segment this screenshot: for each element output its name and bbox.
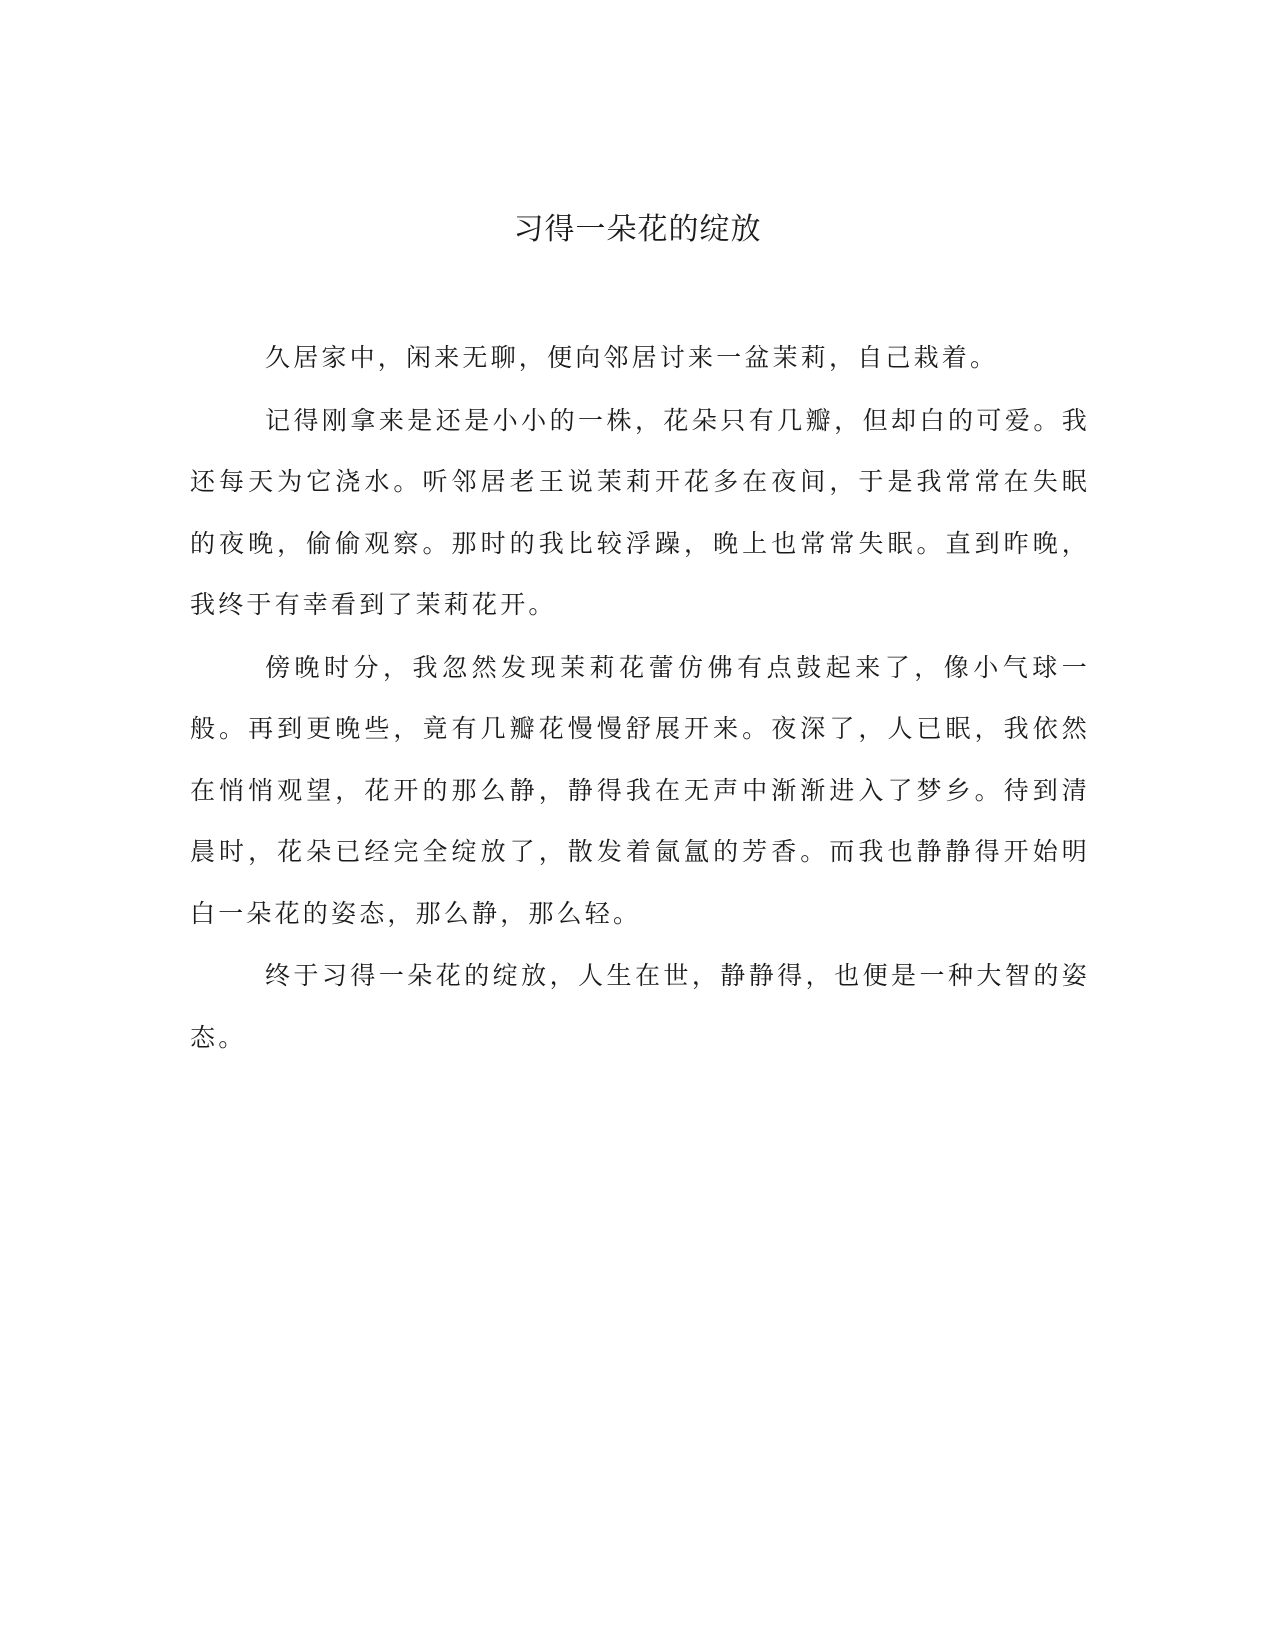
document-title: 习得一朵花的绽放 (513, 212, 762, 247)
paragraph: 久居家中，闲来无聊，便向邻居讨来一盆茉莉，自己栽着。 (265, 343, 999, 372)
paragraph: 记得刚拿来是还是小小的一株，花朵只有几瓣，但却白的可爱。我还每天为它浇水。听邻居老王说茉莉开花多在夜间，于是我常常在失眠的夜晚，偷偷观察。那时的我比较浮躁，晚上也常常失眠。直到昨晚，我终于有幸看到了茉莉花开。 (190, 405, 1090, 619)
paragraph: 终于习得一朵花的绽放，人生在世，静静得，也便是一种大智的姿态。 (190, 961, 1090, 1052)
document-body (190, 327, 1090, 1069)
paragraph: 傍晚时分，我忽然发现茉莉花蕾仿佛有点鼓起来了，像小气球一般。再到更晚些，竟有几瓣花慢慢舒展开来。夜深了，人已眠，我依然在悄悄观望，花开的那么静，静得我在无声中渐渐进入了梦乡。待到清晨时，花朵已经完全绽放了，散发着氤氲的芳香。而我也静静得开始明白一朵花的姿态，那么静，那么轻。 (190, 652, 1090, 928)
